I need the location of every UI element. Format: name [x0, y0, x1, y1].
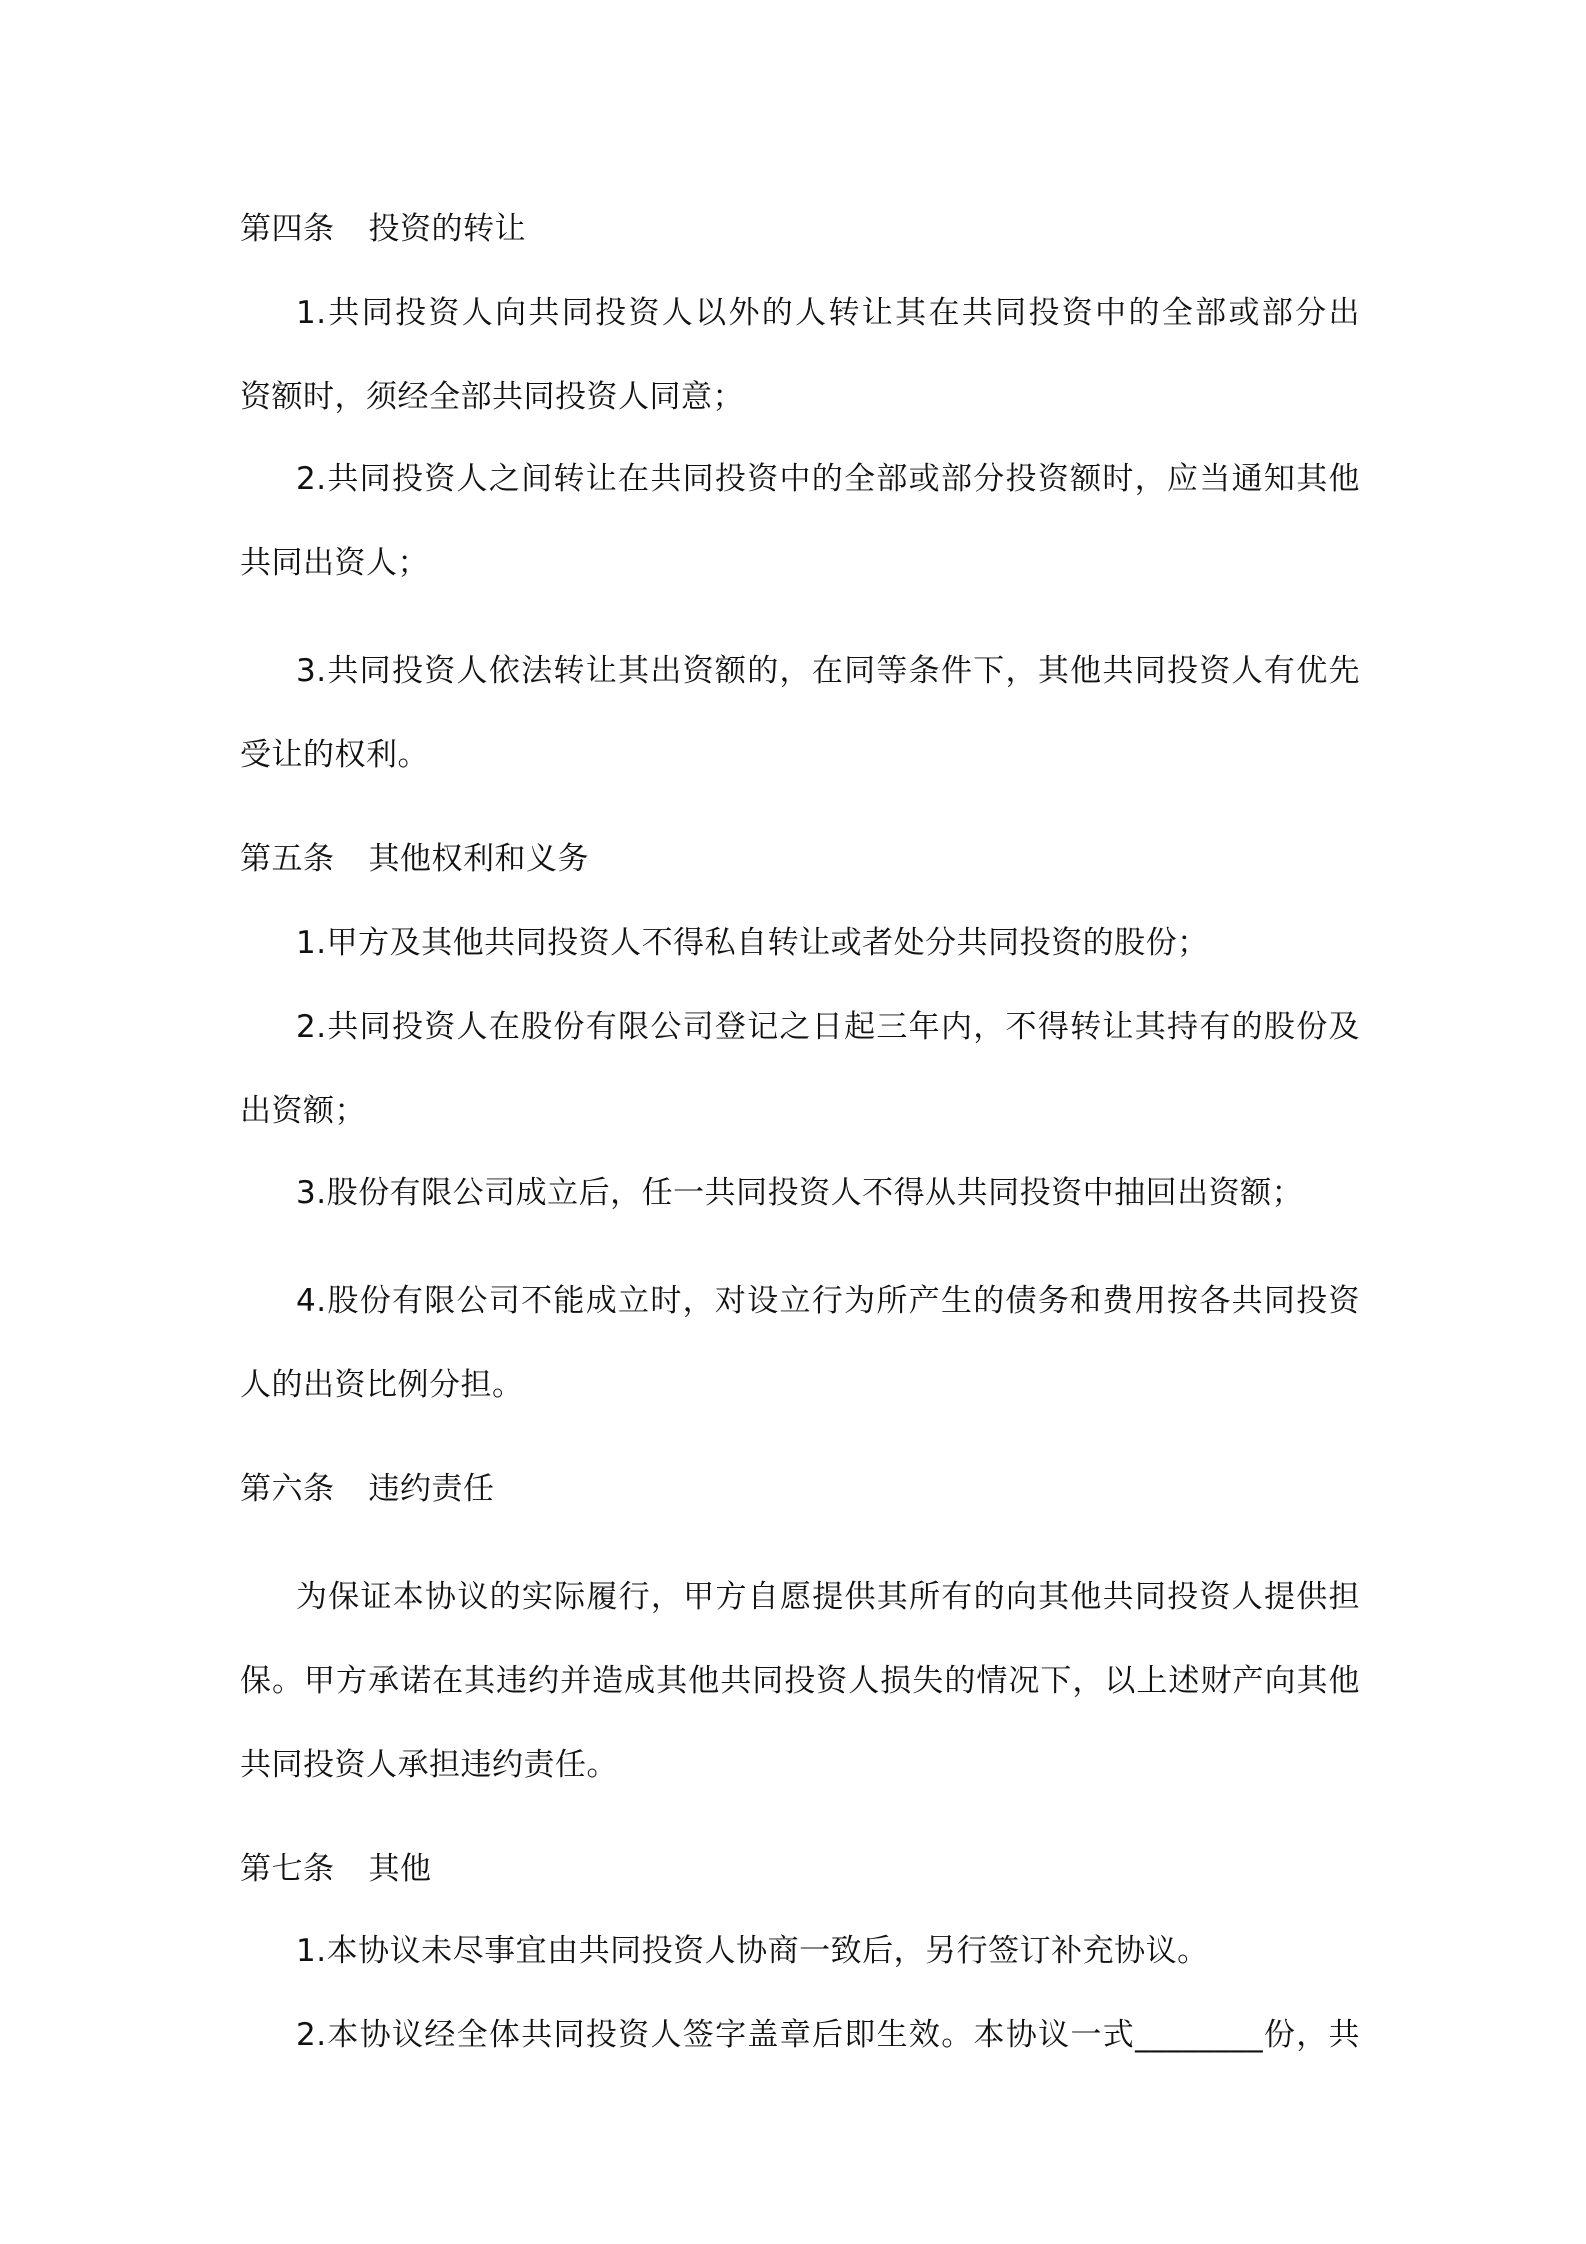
clause-line: 2.共同投资人在股份有限公司登记之日起三年内，不得转让其持有的股份及 [296, 1009, 1360, 1045]
clause-line: 资额时，须经全部共同投资人同意； [240, 379, 744, 415]
clause-line: 人的出资比例分担。 [240, 1367, 524, 1403]
clause-line: 4.股份有限公司不能成立时，对设立行为所产生的债务和费用按各共同投资 [296, 1283, 1360, 1319]
section-number: 第五条 [240, 841, 335, 877]
section-number: 第七条 [240, 1851, 335, 1887]
clause-line: 共同出资人； [240, 545, 429, 581]
section-title: 违约责任 [368, 1471, 495, 1507]
clause-line: 共同投资人承担违约责任。 [240, 1747, 618, 1783]
clause-line: 2.共同投资人之间转让在共同投资中的全部或部分投资额时，应当通知其他 [296, 461, 1360, 497]
section-heading [240, 839, 1360, 879]
section-title: 其他权利和义务 [368, 841, 589, 877]
clause-line: 1.本协议未尽事宜由共同投资人协商一致后，另行签订补充协议。 [296, 1933, 1209, 1969]
clause-line: 出资额； [240, 1093, 366, 1129]
section-heading [240, 1849, 1360, 1889]
section-title: 投资的转让 [368, 211, 526, 247]
section-number: 第四条 [240, 211, 335, 247]
clause-line: 3.股份有限公司成立后，任一共同投资人不得从共同投资中抽回出资额； [296, 1175, 1304, 1211]
clause-line: 1.共同投资人向共同投资人以外的人转让其在共同投资中的全部或部分出 [296, 295, 1360, 331]
section-heading [240, 209, 1360, 249]
clause-line: 1.甲方及其他共同投资人不得私自转让或者处分共同投资的股份； [296, 925, 1209, 961]
section-heading [240, 1469, 1360, 1509]
clause-line: 受让的权利。 [240, 737, 429, 773]
clause-line: 为保证本协议的实际履行，甲方自愿提供其所有的向其他共同投资人提供担 [296, 1579, 1360, 1615]
clause-line: 3.共同投资人依法转让其出资额的，在同等条件下，其他共同投资人有优先 [296, 653, 1360, 689]
clause-line: 保。甲方承诺在其违约并造成其他共同投资人损失的情况下，以上述财产向其他 [240, 1663, 1360, 1699]
section-title: 其他 [368, 1851, 432, 1887]
section-number: 第六条 [240, 1471, 335, 1507]
clause-line: 2.本协议经全体共同投资人签字盖章后即生效。本协议一式________份，共 [296, 2017, 1360, 2053]
